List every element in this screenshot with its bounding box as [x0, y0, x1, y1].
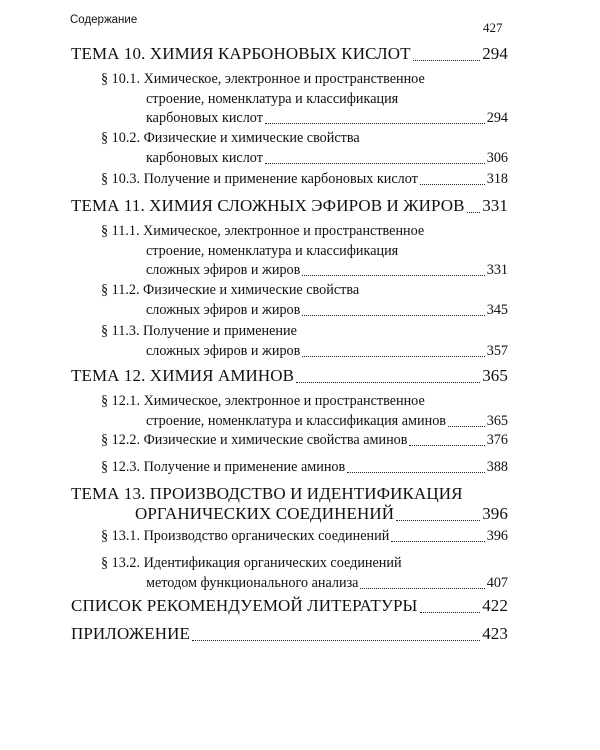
dot-leader — [420, 178, 485, 185]
dot-leader — [265, 157, 485, 164]
dot-leader — [360, 582, 484, 589]
dot-leader — [420, 606, 481, 613]
toc-entry-title: § 10.3. Получение и применение карбоновых кислот — [101, 171, 418, 187]
toc-theme-entry[interactable] — [135, 504, 508, 524]
toc-section-entry[interactable] — [146, 262, 508, 279]
toc-entry-title: ТЕМА 11. ХИМИЯ СЛОЖНЫХ ЭФИРОВ И ЖИРОВ — [71, 196, 465, 215]
toc-entry-title: сложных эфиров и жиров — [146, 342, 301, 359]
toc-entry-title-line: § 12.1. Химическое, электронное и пространственное — [101, 393, 425, 409]
toc-entry-title-line: ТЕМА 13. ПРОИЗВОДСТВО И ИДЕНТИФИКАЦИЯ — [71, 484, 463, 503]
toc-entry-title-line: строение, номенклатура и классификация — [146, 90, 399, 107]
toc-section-entry[interactable] — [146, 302, 508, 319]
toc-section-entry[interactable] — [101, 171, 508, 188]
toc-page-number: 396 — [486, 528, 508, 544]
toc-section-entry[interactable] — [101, 528, 508, 545]
toc-entry-title: § 13.1. Производство органических соединений — [101, 528, 390, 544]
dot-leader — [413, 54, 481, 61]
dot-leader — [192, 634, 480, 641]
toc-section-entry[interactable] — [101, 459, 508, 476]
toc-page-number: 318 — [486, 171, 508, 187]
toc-entry-title: ТЕМА 12. ХИМИЯ АМИНОВ — [71, 366, 295, 385]
toc-page-number: 306 — [486, 149, 508, 166]
toc-section-entry[interactable] — [146, 343, 508, 360]
dot-leader — [296, 376, 480, 383]
toc-page-number: 294 — [486, 110, 508, 126]
dot-leader — [391, 535, 484, 542]
toc-section-entry[interactable] — [101, 432, 508, 449]
toc-entry-title: карбоновых кислот — [146, 110, 263, 126]
toc-theme-entry[interactable] — [71, 366, 508, 386]
toc-page-number: 407 — [486, 574, 508, 591]
toc-section-entry[interactable] — [146, 575, 508, 592]
toc-entry-title: § 12.3. Получение и применение аминов — [101, 459, 346, 475]
toc-entry-title: сложных эфиров и жиров — [146, 301, 301, 318]
dot-leader — [467, 206, 481, 213]
toc-entry-title: сложных эфиров и жиров — [146, 262, 301, 278]
toc-entry-title-line: § 11.1. Химическое, электронное и пространственное — [101, 223, 425, 239]
toc-entry-title: методом функционального анализа — [146, 574, 359, 591]
dot-leader — [409, 439, 484, 446]
toc-page-number: 396 — [482, 504, 508, 523]
dot-leader — [396, 514, 480, 521]
toc-theme-entry[interactable] — [71, 596, 508, 616]
toc-entry-title: ПРИЛОЖЕНИЕ — [71, 624, 190, 643]
dot-leader — [347, 466, 485, 473]
toc-entry-title: строение, номенклатура и классификация аминов — [146, 412, 447, 429]
toc-page-number: 365 — [486, 412, 508, 429]
toc-entry-title: ТЕМА 10. ХИМИЯ КАРБОНОВЫХ КИСЛОТ — [71, 44, 411, 63]
dot-leader — [302, 350, 484, 357]
toc-page-number: 331 — [482, 196, 508, 215]
toc-entry-title: § 12.2. Физические и химические свойства аминов — [101, 432, 408, 448]
toc-page-number: 376 — [486, 432, 508, 448]
toc-theme-entry[interactable] — [71, 196, 508, 216]
toc-page-number: 365 — [482, 366, 508, 385]
toc-page-number: 345 — [486, 301, 508, 318]
toc-page-number: 357 — [486, 342, 508, 359]
toc-entry-title: карбоновых кислот — [146, 149, 263, 166]
toc-entry-title: ОРГАНИЧЕСКИХ СОЕДИНЕНИЙ — [135, 504, 395, 523]
toc-entry-title: СПИСОК РЕКОМЕНДУЕМОЙ ЛИТЕРАТУРЫ — [71, 596, 418, 615]
running-header-title: Содержание — [70, 14, 138, 26]
toc-entry-title-line: § 10.2. Физические и химические свойства — [101, 130, 360, 146]
toc-section-entry[interactable] — [146, 413, 508, 430]
toc-entry-title-line: § 11.3. Получение и применение — [101, 323, 297, 339]
toc-page-number: 388 — [486, 459, 508, 475]
toc-entry-title-line: § 13.2. Идентификация органических соединений — [101, 555, 402, 571]
dot-leader — [448, 420, 485, 427]
toc-entry-title-line: § 11.2. Физические и химические свойства — [101, 282, 360, 298]
toc-theme-entry[interactable] — [71, 44, 508, 64]
toc-page-number: 294 — [482, 44, 508, 63]
dot-leader — [265, 117, 485, 124]
toc-section-entry[interactable] — [146, 150, 508, 167]
toc-page-number: 423 — [482, 624, 508, 643]
toc-section-entry[interactable] — [146, 110, 508, 127]
toc-theme-entry[interactable] — [71, 624, 508, 644]
dot-leader — [302, 309, 484, 316]
toc-entry-title-line: строение, номенклатура и классификация — [146, 242, 399, 259]
page-number: 427 — [483, 20, 503, 35]
toc-page-number: 331 — [486, 262, 508, 278]
dot-leader — [302, 269, 484, 276]
toc-page-number: 422 — [482, 596, 508, 615]
toc-entry-title-line: § 10.1. Химическое, электронное и пространственное — [101, 71, 425, 87]
